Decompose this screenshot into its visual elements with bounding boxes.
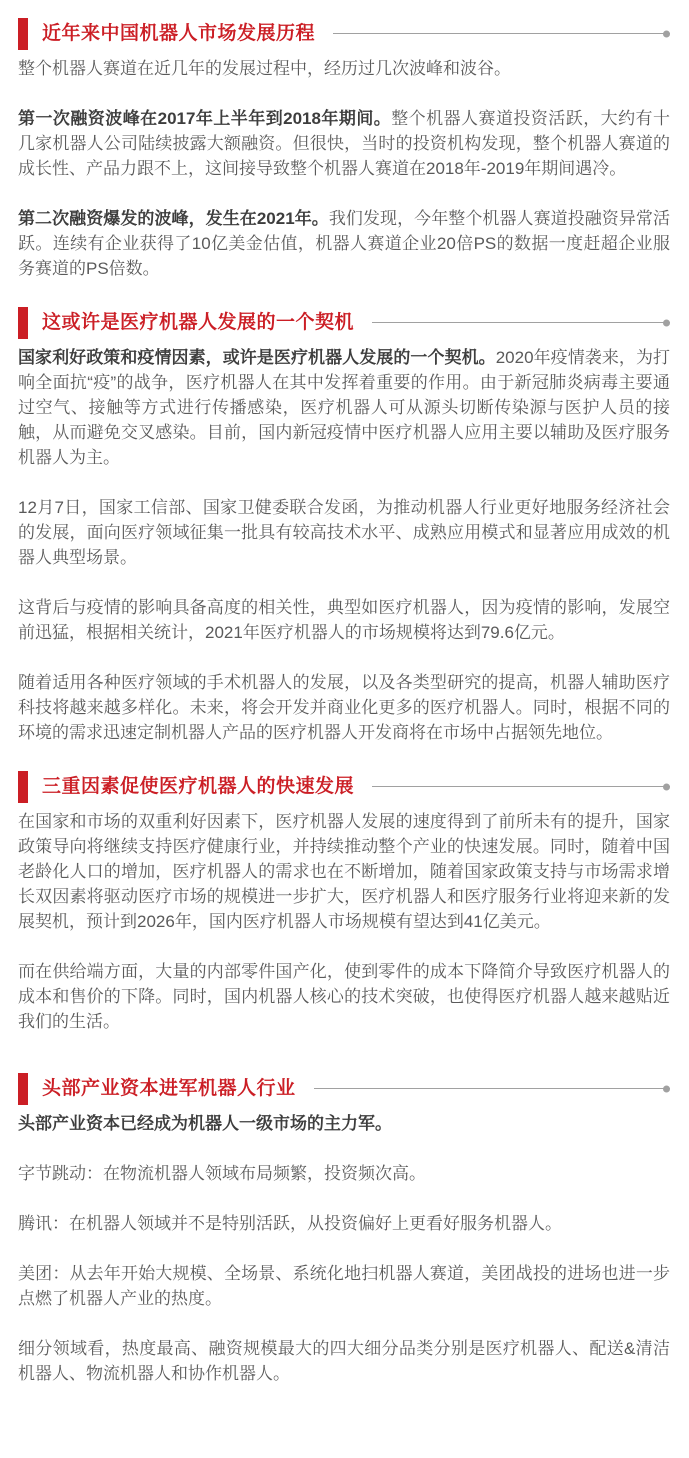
header-rule-dot-icon: [663, 1085, 670, 1092]
header-rule: [372, 322, 670, 323]
text-run: 而在供给端方面，大量的内部零件国产化，使到零件的成本下降简介导致医疗机器人的成本和售价的下降。同时，国内机器人核心的技术突破，也使得医疗机器人越来越贴近我们的生活。: [18, 962, 670, 1031]
bold-text-run: 第二次融资爆发的波峰，发生在2021年。: [18, 209, 329, 228]
red-bar-icon: [18, 18, 28, 50]
article-section: [18, 770, 670, 1034]
section-title: 近年来中国机器人市场发展历程: [42, 23, 316, 44]
article-section: [18, 306, 670, 745]
header-rule-dot-icon: [663, 319, 670, 326]
text-run: 细分领域看，热度最高、融资规模最大的四大细分品类分别是医疗机器人、配送&清洁机器人、物流机器人和协作机器人。: [18, 1339, 670, 1383]
section-header: [18, 1072, 670, 1105]
text-run: 2020年疫情袭来，为打响全面抗“疫”的战争，医疗机器人在其中发挥着重要的作用。由于新冠肺炎病毒主要通过空气、接触等方式进行传播感染，医疗机器人可从源头切断传染源与医护人员的接触，从而避免交叉感染。目前，国内新冠疫情中医疗机器人应用主要以辅助及医疗服务机器人为主。: [18, 348, 671, 467]
red-bar-icon: [18, 1073, 28, 1105]
bold-text-run: 第一次融资波峰在2017年上半年到2018年期间。: [18, 109, 392, 128]
red-bar-icon: [18, 771, 28, 803]
bold-text-run: 国家利好政策和疫情因素，或许是医疗机器人发展的一个契机。: [18, 348, 496, 367]
section-header: [18, 306, 670, 339]
text-run: 12月7日，国家工信部、国家卫健委联合发函，为推动机器人行业更好地服务经济社会的发展，面向医疗领域征集一批具有较高技术水平、成熟应用模式和显著应用成效的机器人典型场景。: [18, 498, 670, 567]
paragraph: [18, 959, 670, 1034]
paragraph: [18, 106, 670, 181]
paragraph: [18, 345, 670, 470]
paragraph: [18, 1261, 670, 1311]
red-bar-icon: [18, 307, 28, 339]
text-run: 字节跳动：在物流机器人领域布局频繁，投资频次高。: [18, 1164, 426, 1183]
text-run: 这背后与疫情的影响具备高度的相关性，典型如医疗机器人，因为疫情的影响，发展空前迅猛，根据相关统计，2021年医疗机器人的市场规模将达到79.6亿元。: [18, 598, 670, 642]
text-run: 整个机器人赛道在近几年的发展过程中，经历过几次波峰和波谷。: [18, 59, 511, 78]
section-title: 三重因素促使医疗机器人的快速发展: [42, 776, 355, 797]
paragraph: [18, 670, 670, 745]
bold-text-run: 头部产业资本已经成为机器人一级市场的主力军。: [18, 1114, 392, 1133]
paragraph: [18, 495, 670, 570]
paragraph: [18, 1161, 670, 1186]
paragraph: [18, 809, 670, 934]
text-run: 在国家和市场的双重利好因素下，医疗机器人发展的速度得到了前所未有的提升，国家政策导向将继续支持医疗健康行业，并持续推动整个产业的快速发展。同时，随着中国老龄化人口的增加，医疗机器人的需求也在不断增加，随着国家政策支持与市场需求增长双因素将驱动医疗市场的规模进一步扩大，医疗机器人和医疗服务行业将迎来新的发展契机，预计到2026年，国内医疗机器人市场规模有望达到41亿美元。: [18, 812, 670, 931]
header-rule-dot-icon: [663, 783, 670, 790]
article-section: [18, 1072, 670, 1386]
header-rule: [372, 786, 670, 787]
section-header: [18, 17, 670, 50]
paragraph: [18, 1111, 670, 1136]
header-rule: [314, 1088, 670, 1089]
text-run: 美团：从去年开始大规模、全场景、系统化地扫机器人赛道，美团战投的进场也进一步点燃了机器人产业的热度。: [18, 1264, 670, 1308]
header-rule: [333, 33, 670, 34]
article-section: [18, 17, 670, 281]
section-title: 头部产业资本进军机器人行业: [42, 1078, 296, 1099]
paragraph: [18, 206, 670, 281]
section-header: [18, 770, 670, 803]
paragraph: [18, 56, 670, 81]
text-run: 腾讯：在机器人领域并不是特别活跃，从投资偏好上更看好服务机器人。: [18, 1214, 562, 1233]
text-run: 整个机器人赛道投资活跃，大约有十几家机器人公司陆续披露大额融资。但很快，当时的投资机构发现，整个机器人赛道的成长性、产品力跟不上，这间接导致整个机器人赛道在2018年-2019年期间遇冷。: [18, 109, 671, 178]
text-run: 随着适用各种医疗领域的手术机器人的发展，以及各类型研究的提高，机器人辅助医疗科技将越来越多样化。未来，将会开发并商业化更多的医疗机器人。同时，根据不同的环境的需求迅速定制机器人产品的医疗机器人开发商将在市场中占据领先地位。: [18, 673, 670, 742]
text-run: 我们发现，今年整个机器人赛道投融资异常活跃。连续有企业获得了10亿美金估值，机器人赛道企业20倍PS的数据一度赶超企业服务赛道的PS倍数。: [18, 209, 670, 278]
paragraph: [18, 1336, 670, 1386]
header-rule-dot-icon: [663, 30, 670, 37]
paragraph: [18, 1211, 670, 1236]
section-title: 这或许是医疗机器人发展的一个契机: [42, 312, 355, 333]
paragraph: [18, 595, 670, 645]
